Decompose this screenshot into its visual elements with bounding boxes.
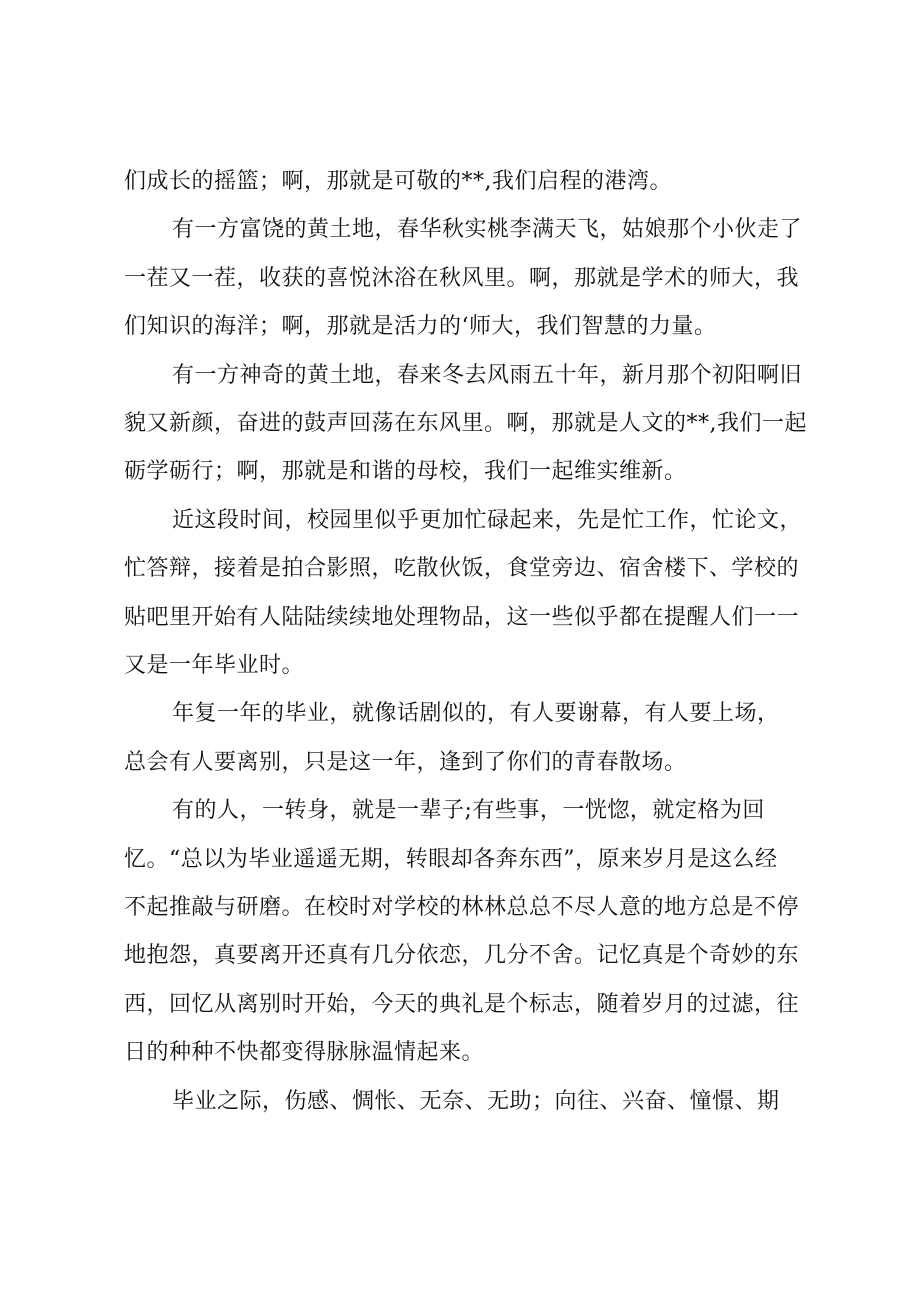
paragraph-first-line: 有一方神奇的黄土地，春来冬去风雨五十年，新月那个初阳啊旧 [172, 363, 803, 388]
text-line: 总会有人要离别，只是这一年，逢到了你们的青春散场。 [124, 750, 687, 775]
text-line: 们知识的海洋；啊，那就是活力的‘师大，我们智慧的力量。 [124, 314, 717, 339]
paragraph-first-line: 有的人，一转身，就是一辈子;有些事，一恍惚，就定格为回 [172, 798, 765, 823]
text-line: 贴吧里开始有人陆陆续续地处理物品，这一些似乎都在提醒人们一一 [124, 605, 800, 630]
text-line: 地抱怨，真要离开还真有几分依恋，几分不舍。记忆真是个奇妙的东 [124, 943, 800, 968]
text-line: 不起推敲与研磨。在校时对学校的林林总总不尽人意的地方总是不停 [124, 895, 800, 920]
text-line: 貌又新颜，奋进的鼓声回荡在东风里。啊，那就是人文的**,我们一起 [124, 411, 807, 436]
paragraph-first-line: 有一方富饶的黄土地，春华秋实桃李满天飞，姑娘那个小伙走了 [172, 217, 803, 242]
text-line: 又是一年毕业时。 [124, 653, 305, 678]
text-line: 忙答辩，接着是拍合影照，吃散伙饭，食堂旁边、宿舍楼下、学校的 [124, 556, 800, 581]
text-line: 砺学砺行；啊，那就是和谐的母校，我们一起维实维新。 [124, 459, 687, 484]
paragraph-first-line: 年复一年的毕业，就像话剧似的，有人要谢幕，有人要上场， [172, 701, 780, 726]
text-line: 西，回忆从离别时开始，今天的典礼是个标志，随着岁月的过滤，往 [124, 992, 800, 1017]
paragraph-first-line: 毕业之际，伤感、惆怅、无奈、无助；向往、兴奋、憧憬、期 [172, 1089, 780, 1114]
text-line: 一茬又一茬，收获的喜悦沐浴在秋风里。啊，那就是学术的师大，我 [124, 266, 800, 291]
text-line: 们成长的摇篮；啊，那就是可敬的**,我们启程的港湾。 [124, 169, 672, 194]
text-line: 忆。“总以为毕业遥遥无期，转眼却各奔东西”，原来岁月是这么经 [124, 847, 778, 872]
text-line: 日的种种不快都变得脉脉温情起来。 [124, 1040, 485, 1065]
paragraph-first-line: 近这段时间，校园里似乎更加忙碌起来，先是忙工作，忙论文， [172, 508, 803, 533]
